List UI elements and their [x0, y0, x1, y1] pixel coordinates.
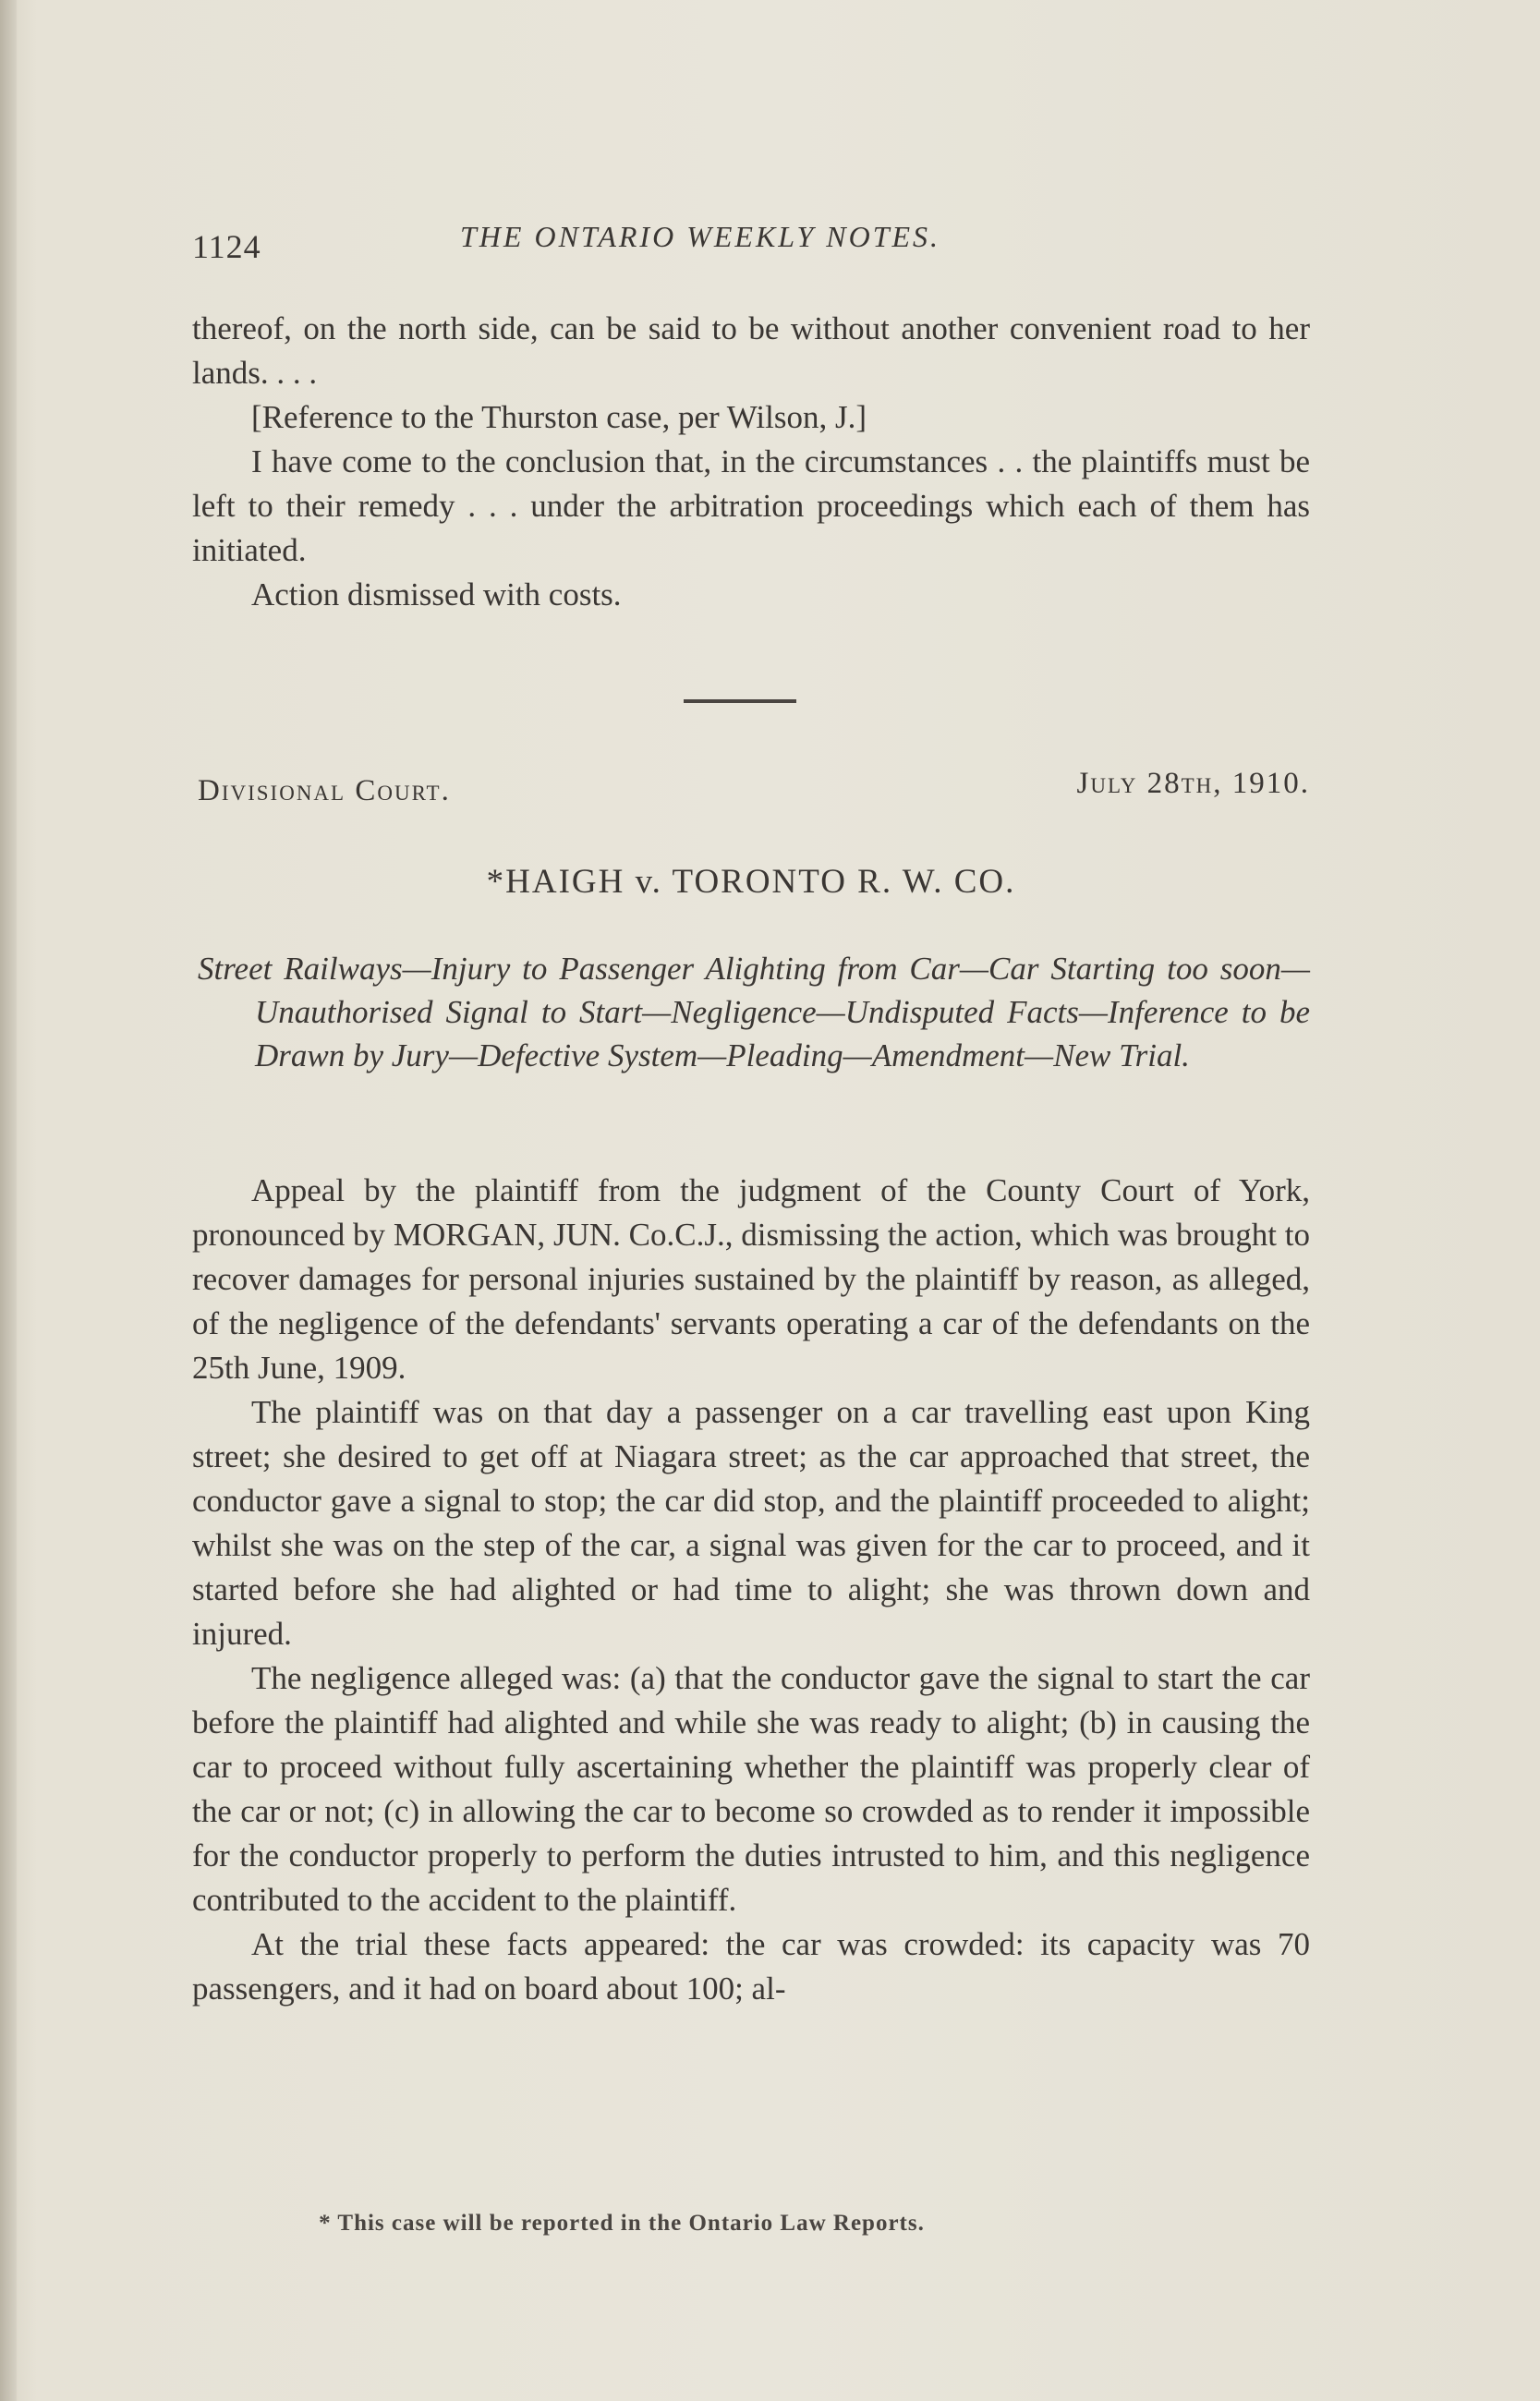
paragraph: Action dismissed with costs.: [251, 576, 622, 612]
paragraph: Appeal by the plaintiff from the judgment of the County Court of York, pronounced by MORGAN, JUN. Co.C.J., dismissing the action, which was brought to recover damages for personal injuries sustained by the plaintiff by reason, as alleged, of the negligence of the defendants' servants operating a car of the defendants on the 25th June, 1909.: [192, 1172, 1310, 1386]
paragraph: The plaintiff was on that day a passenger on a car travelling east upon King street; she desired to get off at Niagara street; as the car approached that street, the conductor gave a signal to stop; the car did stop, and the plaintiff proceeded to alight; whilst she was on the step of the car, a signal was given for the car to proceed, and it started before she had alighted or had time to alight; she was thrown down and injured.: [192, 1394, 1310, 1652]
paragraph: At the trial these facts appeared: the car was crowded: its capacity was 70 passengers, and it had on board about 100; al-: [192, 1926, 1310, 2007]
running-head: [192, 214, 1310, 270]
section-divider: [684, 699, 796, 703]
footnote-text: * This case will be reported in the Ontario Law Reports.: [319, 2211, 925, 2236]
court-date: July 28th, 1910.: [1076, 767, 1310, 800]
continued-text: [192, 307, 1310, 617]
court-line: [198, 767, 1310, 820]
case-title: *HAIGH v. TORONTO R. W. CO.: [486, 863, 1016, 901]
page-number: 1124: [192, 228, 261, 265]
paragraph: thereof, on the north side, can be said to be without another convenient road to her lands. . . .: [192, 310, 1310, 391]
footnote: [192, 2211, 1310, 2237]
journal-title: THE ONTARIO WEEKLY NOTES.: [460, 220, 941, 253]
case-body: [192, 1169, 1310, 2011]
court-name: Divisional Court.: [198, 774, 451, 807]
page-spine-shadow: [0, 0, 17, 2401]
paragraph: The negligence alleged was: (a) that the conductor gave the signal to start the car before the plaintiff had alighted and while she was ready to alight; (b) in causing the car to proceed without fully ascertaining whether the plaintiff was properly clear of the car or not; (c) in allowing the car to become so crowded as to render it impossible for the conductor properly to perform the duties intrusted to him, and this negligence contributed to the accident to the plaintiff.: [192, 1660, 1310, 1918]
paragraph: [Reference to the Thurston case, per Wilson, J.]: [251, 399, 867, 435]
headnote: Street Railways—Injury to Passenger Alighting from Car—Car Starting too soon—Unauthorised Signal to Start—Negligence—Undisputed Facts—Inference to be Drawn by Jury—Defective System—Pleading—Amendment—New Trial.: [198, 951, 1310, 1073]
paragraph: I have come to the conclusion that, in the circumstances . . the plaintiffs must be left to their remedy . . . under the arbitration proceedings which each of them has initiated.: [192, 443, 1310, 568]
